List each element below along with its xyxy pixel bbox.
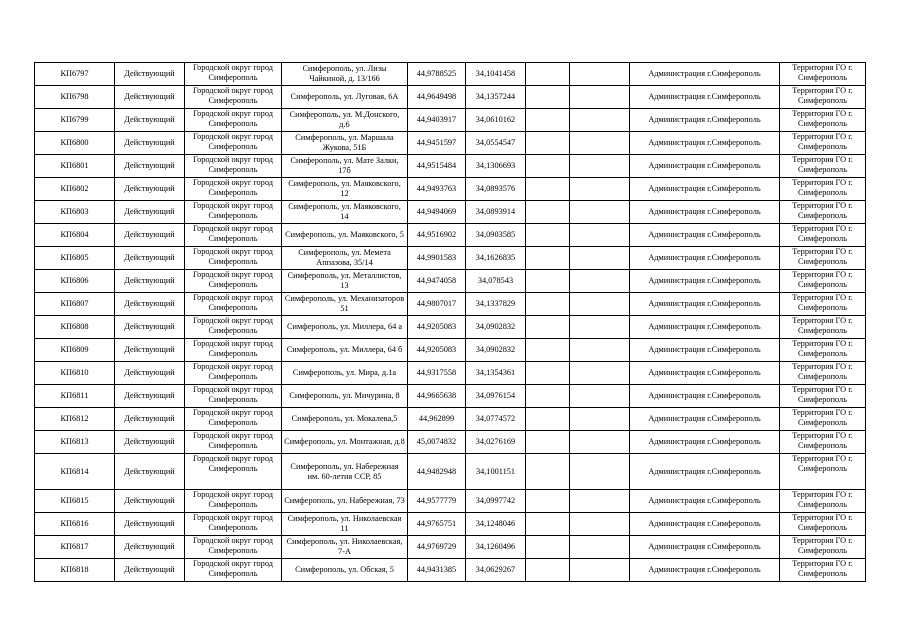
- cell-latitude: 44,9515484: [408, 155, 466, 178]
- cell-id: КП6812: [35, 408, 115, 431]
- cell-district: Городской округ город Симферополь: [185, 490, 282, 513]
- cell-id: КП6803: [35, 201, 115, 224]
- cell-latitude: 44,9765751: [408, 513, 466, 536]
- cell-owner: Администрация г.Симферополь: [630, 247, 780, 270]
- cell-address: Симферополь, ул. Луговая, 6А: [282, 86, 408, 109]
- cell-owner: Администрация г.Симферополь: [630, 454, 780, 490]
- cell-district: Городской округ город Симферополь: [185, 536, 282, 559]
- cell-territory: Территория ГО г. Симферополь: [780, 178, 866, 201]
- cell-address: Симферополь, ул. Маршала Жукова, 51Б: [282, 132, 408, 155]
- cell-longitude: 34,1357244: [466, 86, 526, 109]
- cell-owner: Администрация г.Симферополь: [630, 490, 780, 513]
- cell-latitude: 44,9665638: [408, 385, 466, 408]
- cell-district: Городской округ город Симферополь: [185, 454, 282, 490]
- cell-address: Симферополь, ул. Маяковского, 12: [282, 178, 408, 201]
- cell-longitude: 34,1041458: [466, 63, 526, 86]
- cell-empty: [526, 109, 570, 132]
- cell-district: Городской округ город Симферополь: [185, 201, 282, 224]
- cell-empty: [570, 431, 630, 454]
- cell-owner: Администрация г.Симферополь: [630, 385, 780, 408]
- table-row: [35, 385, 866, 408]
- cell-id: КП6810: [35, 362, 115, 385]
- cell-status: Действующий: [115, 408, 185, 431]
- cell-owner: Администрация г.Симферополь: [630, 362, 780, 385]
- cell-owner: Администрация г.Симферополь: [630, 201, 780, 224]
- cell-empty: [570, 293, 630, 316]
- cell-id: КП6816: [35, 513, 115, 536]
- cell-empty: [526, 293, 570, 316]
- cell-longitude: 34,1626835: [466, 247, 526, 270]
- cell-latitude: 44,9474058: [408, 270, 466, 293]
- cell-longitude: 34,1306693: [466, 155, 526, 178]
- cell-longitude: 34,0902832: [466, 316, 526, 339]
- cell-latitude: 44,9807017: [408, 293, 466, 316]
- cell-status: Действующий: [115, 454, 185, 490]
- table-row: [35, 178, 866, 201]
- cell-id: КП6811: [35, 385, 115, 408]
- cell-empty: [526, 201, 570, 224]
- cell-id: КП6805: [35, 247, 115, 270]
- cell-empty: [570, 316, 630, 339]
- cell-status: Действующий: [115, 63, 185, 86]
- cell-territory: Территория ГО г. Симферополь: [780, 536, 866, 559]
- cell-empty: [570, 490, 630, 513]
- cell-longitude: 34,1337829: [466, 293, 526, 316]
- cell-status: Действующий: [115, 431, 185, 454]
- cell-district: Городской округ город Симферополь: [185, 132, 282, 155]
- cell-longitude: 34,1001151: [466, 454, 526, 490]
- cell-id: КП6809: [35, 339, 115, 362]
- table-row: [35, 454, 866, 490]
- cell-id: КП6808: [35, 316, 115, 339]
- cell-status: Действующий: [115, 536, 185, 559]
- table-row: [35, 109, 866, 132]
- cell-district: Городской округ город Симферополь: [185, 316, 282, 339]
- cell-id: КП6800: [35, 132, 115, 155]
- cell-empty: [570, 270, 630, 293]
- cell-address: Симферополь, ул. Механизаторов 51: [282, 293, 408, 316]
- cell-longitude: 34,0774572: [466, 408, 526, 431]
- cell-territory: Территория ГО г. Симферополь: [780, 270, 866, 293]
- cell-district: Городской округ город Симферополь: [185, 431, 282, 454]
- cell-id: КП6814: [35, 454, 115, 490]
- cell-id: КП6799: [35, 109, 115, 132]
- cell-longitude: 34,0893914: [466, 201, 526, 224]
- cell-district: Городской округ город Симферополь: [185, 559, 282, 582]
- cell-latitude: 44,9788525: [408, 63, 466, 86]
- cell-latitude: 44,9482948: [408, 454, 466, 490]
- cell-address: Симферополь, ул. Мичурина, 8: [282, 385, 408, 408]
- cell-status: Действующий: [115, 339, 185, 362]
- table-row: [35, 316, 866, 339]
- cell-district: Городской округ город Симферополь: [185, 513, 282, 536]
- cell-empty: [526, 490, 570, 513]
- cell-empty: [526, 536, 570, 559]
- cell-owner: Администрация г.Симферополь: [630, 270, 780, 293]
- cell-empty: [526, 86, 570, 109]
- cell-district: Городской округ город Симферополь: [185, 247, 282, 270]
- cell-id: КП6818: [35, 559, 115, 582]
- cell-status: Действующий: [115, 224, 185, 247]
- table-row: [35, 559, 866, 582]
- cell-territory: Территория ГО г. Симферополь: [780, 559, 866, 582]
- cell-status: Действующий: [115, 132, 185, 155]
- cell-address: Симферополь, ул. Металлистов, 13: [282, 270, 408, 293]
- cell-longitude: 34,1248046: [466, 513, 526, 536]
- table-body: [35, 63, 866, 582]
- cell-empty: [526, 513, 570, 536]
- cell-district: Городской округ город Симферополь: [185, 270, 282, 293]
- cell-district: Городской округ город Симферополь: [185, 63, 282, 86]
- cell-owner: Администрация г.Симферополь: [630, 224, 780, 247]
- table-row: [35, 224, 866, 247]
- cell-district: Городской округ город Симферополь: [185, 155, 282, 178]
- cell-owner: Администрация г.Симферополь: [630, 513, 780, 536]
- cell-latitude: 44,9494069: [408, 201, 466, 224]
- cell-territory: Территория ГО г. Симферополь: [780, 109, 866, 132]
- cell-status: Действующий: [115, 155, 185, 178]
- cell-territory: Территория ГО г. Симферополь: [780, 293, 866, 316]
- cell-empty: [526, 408, 570, 431]
- cell-address: Симферополь, ул. Мира, д.1а: [282, 362, 408, 385]
- cell-latitude: 44,9901583: [408, 247, 466, 270]
- table-row: [35, 155, 866, 178]
- cell-id: КП6797: [35, 63, 115, 86]
- cell-district: Городской округ город Симферополь: [185, 178, 282, 201]
- cell-empty: [570, 224, 630, 247]
- cell-longitude: 34,0902832: [466, 339, 526, 362]
- cell-address: Симферополь, ул. Николаевская 11: [282, 513, 408, 536]
- cell-status: Действующий: [115, 362, 185, 385]
- cell-owner: Администрация г.Симферополь: [630, 559, 780, 582]
- cell-status: Действующий: [115, 201, 185, 224]
- cell-territory: Территория ГО г. Симферополь: [780, 408, 866, 431]
- cell-district: Городской округ город Симферополь: [185, 385, 282, 408]
- cell-id: КП6817: [35, 536, 115, 559]
- cell-empty: [526, 431, 570, 454]
- cell-empty: [526, 385, 570, 408]
- cell-district: Городской округ город Симферополь: [185, 408, 282, 431]
- cell-latitude: 44,9403917: [408, 109, 466, 132]
- cell-address: Симферополь, ул. Николаевская, 7-А: [282, 536, 408, 559]
- table-row: [35, 201, 866, 224]
- cell-owner: Администрация г.Симферополь: [630, 431, 780, 454]
- cell-empty: [570, 385, 630, 408]
- table-row: [35, 490, 866, 513]
- cell-latitude: 44,9649498: [408, 86, 466, 109]
- cell-owner: Администрация г.Симферополь: [630, 63, 780, 86]
- cell-territory: Территория ГО г. Симферополь: [780, 339, 866, 362]
- cell-owner: Администрация г.Симферополь: [630, 293, 780, 316]
- cell-id: КП6804: [35, 224, 115, 247]
- cell-latitude: 44,9493763: [408, 178, 466, 201]
- cell-district: Городской округ город Симферополь: [185, 362, 282, 385]
- cell-owner: Администрация г.Симферополь: [630, 86, 780, 109]
- cell-empty: [570, 559, 630, 582]
- cell-status: Действующий: [115, 178, 185, 201]
- table-row: [35, 86, 866, 109]
- cell-owner: Администрация г.Симферополь: [630, 339, 780, 362]
- table-row: [35, 408, 866, 431]
- table-row: [35, 132, 866, 155]
- table-row: [35, 293, 866, 316]
- cell-address: Симферополь, ул. Набережная, 73: [282, 490, 408, 513]
- table-row: [35, 63, 866, 86]
- cell-empty: [570, 86, 630, 109]
- cell-status: Действующий: [115, 86, 185, 109]
- cell-status: Действующий: [115, 559, 185, 582]
- cell-empty: [570, 155, 630, 178]
- cell-status: Действующий: [115, 270, 185, 293]
- cell-district: Городской округ город Симферополь: [185, 224, 282, 247]
- cell-territory: Территория ГО г. Симферополь: [780, 385, 866, 408]
- cell-id: КП6815: [35, 490, 115, 513]
- cell-empty: [526, 559, 570, 582]
- cell-latitude: 44,9431385: [408, 559, 466, 582]
- cell-empty: [570, 201, 630, 224]
- cell-owner: Администрация г.Симферополь: [630, 178, 780, 201]
- cell-longitude: 34,0976154: [466, 385, 526, 408]
- cell-longitude: 34,0554547: [466, 132, 526, 155]
- cell-territory: Территория ГО г. Симферополь: [780, 316, 866, 339]
- cell-address: Симферополь, ул. М.Донского, д.6: [282, 109, 408, 132]
- cell-longitude: 34,0903585: [466, 224, 526, 247]
- cell-id: КП6806: [35, 270, 115, 293]
- cell-longitude: 34,1260496: [466, 536, 526, 559]
- cell-empty: [570, 362, 630, 385]
- cell-empty: [570, 109, 630, 132]
- cell-empty: [526, 247, 570, 270]
- cell-empty: [526, 316, 570, 339]
- cell-empty: [526, 362, 570, 385]
- table-row: [35, 513, 866, 536]
- cell-empty: [526, 454, 570, 490]
- table-row: [35, 431, 866, 454]
- cell-empty: [570, 247, 630, 270]
- cell-address: Симферополь, ул. Миллера, 64 б: [282, 339, 408, 362]
- cell-empty: [570, 454, 630, 490]
- cell-territory: Территория ГО г. Симферополь: [780, 490, 866, 513]
- cell-latitude: 44,9205083: [408, 339, 466, 362]
- cell-empty: [526, 178, 570, 201]
- cell-id: КП6798: [35, 86, 115, 109]
- cell-empty: [526, 339, 570, 362]
- cell-empty: [526, 132, 570, 155]
- cell-empty: [526, 155, 570, 178]
- table-row: [35, 536, 866, 559]
- cell-empty: [526, 224, 570, 247]
- cell-longitude: 34,0893576: [466, 178, 526, 201]
- cell-status: Действующий: [115, 490, 185, 513]
- cell-id: КП6801: [35, 155, 115, 178]
- cell-empty: [570, 408, 630, 431]
- table-row: [35, 339, 866, 362]
- cell-status: Действующий: [115, 247, 185, 270]
- cell-empty: [570, 536, 630, 559]
- cell-territory: Территория ГО г. Симферополь: [780, 224, 866, 247]
- cell-status: Действующий: [115, 316, 185, 339]
- cell-address: Симферополь, ул. Лизы Чайкиной, д. 13/166: [282, 63, 408, 86]
- cell-owner: Администрация г.Симферополь: [630, 155, 780, 178]
- cell-district: Городской округ город Симферополь: [185, 293, 282, 316]
- cell-latitude: 44,962899: [408, 408, 466, 431]
- cell-empty: [570, 132, 630, 155]
- cell-longitude: 34,1354361: [466, 362, 526, 385]
- cell-latitude: 44,9516902: [408, 224, 466, 247]
- cell-id: КП6813: [35, 431, 115, 454]
- cell-longitude: 34,0997742: [466, 490, 526, 513]
- cell-address: Симферополь, ул. Монтажная, д.8: [282, 431, 408, 454]
- cell-territory: Территория ГО г. Симферополь: [780, 454, 866, 490]
- cell-id: КП6802: [35, 178, 115, 201]
- cell-address: Симферополь, ул. Мокалева,5: [282, 408, 408, 431]
- cell-address: Симферополь, ул. Набережная им. 60-летия ССР, 85: [282, 454, 408, 490]
- cell-latitude: 44,9317558: [408, 362, 466, 385]
- cell-territory: Территория ГО г. Симферополь: [780, 513, 866, 536]
- cell-district: Городской округ город Симферополь: [185, 339, 282, 362]
- cell-latitude: 44,9205083: [408, 316, 466, 339]
- table-row: [35, 247, 866, 270]
- cell-empty: [526, 63, 570, 86]
- cell-owner: Администрация г.Симферополь: [630, 109, 780, 132]
- cell-district: Городской округ город Симферополь: [185, 109, 282, 132]
- cell-id: КП6807: [35, 293, 115, 316]
- cell-owner: Администрация г.Симферополь: [630, 536, 780, 559]
- cell-empty: [570, 339, 630, 362]
- table-row: [35, 362, 866, 385]
- cell-owner: Администрация г.Симферополь: [630, 132, 780, 155]
- cell-latitude: 44,9577779: [408, 490, 466, 513]
- cell-address: Симферополь, ул. Миллера, 64 а: [282, 316, 408, 339]
- cell-longitude: 34,0629267: [466, 559, 526, 582]
- cell-status: Действующий: [115, 109, 185, 132]
- cell-owner: Администрация г.Симферополь: [630, 316, 780, 339]
- cell-longitude: 34,078543: [466, 270, 526, 293]
- cell-district: Городской округ город Симферополь: [185, 86, 282, 109]
- cell-territory: Территория ГО г. Симферополь: [780, 63, 866, 86]
- cell-address: Симферополь, ул. Мате Залки, 17б: [282, 155, 408, 178]
- cell-territory: Территория ГО г. Симферополь: [780, 201, 866, 224]
- cell-empty: [570, 178, 630, 201]
- cell-latitude: 44,9769729: [408, 536, 466, 559]
- cell-empty: [526, 270, 570, 293]
- cell-address: Симферополь, ул. Обская, 5: [282, 559, 408, 582]
- registry-table: [34, 62, 866, 582]
- cell-territory: Территория ГО г. Симферополь: [780, 362, 866, 385]
- cell-territory: Территория ГО г. Симферополь: [780, 247, 866, 270]
- cell-territory: Территория ГО г. Симферополь: [780, 155, 866, 178]
- cell-address: Симферополь, ул. Маяковского, 5: [282, 224, 408, 247]
- cell-longitude: 34,0610162: [466, 109, 526, 132]
- cell-empty: [570, 63, 630, 86]
- cell-owner: Администрация г.Симферополь: [630, 408, 780, 431]
- cell-empty: [570, 513, 630, 536]
- cell-longitude: 34,0276169: [466, 431, 526, 454]
- cell-address: Симферополь, ул. Маяковского, 14: [282, 201, 408, 224]
- cell-status: Действующий: [115, 513, 185, 536]
- cell-latitude: 44,9451597: [408, 132, 466, 155]
- cell-territory: Территория ГО г. Симферополь: [780, 132, 866, 155]
- cell-territory: Территория ГО г. Симферополь: [780, 86, 866, 109]
- cell-status: Действующий: [115, 293, 185, 316]
- cell-territory: Территория ГО г. Симферополь: [780, 431, 866, 454]
- cell-latitude: 45,0074832: [408, 431, 466, 454]
- table-row: [35, 270, 866, 293]
- cell-status: Действующий: [115, 385, 185, 408]
- cell-address: Симферополь, ул. Мемета Аппазова, 35/14: [282, 247, 408, 270]
